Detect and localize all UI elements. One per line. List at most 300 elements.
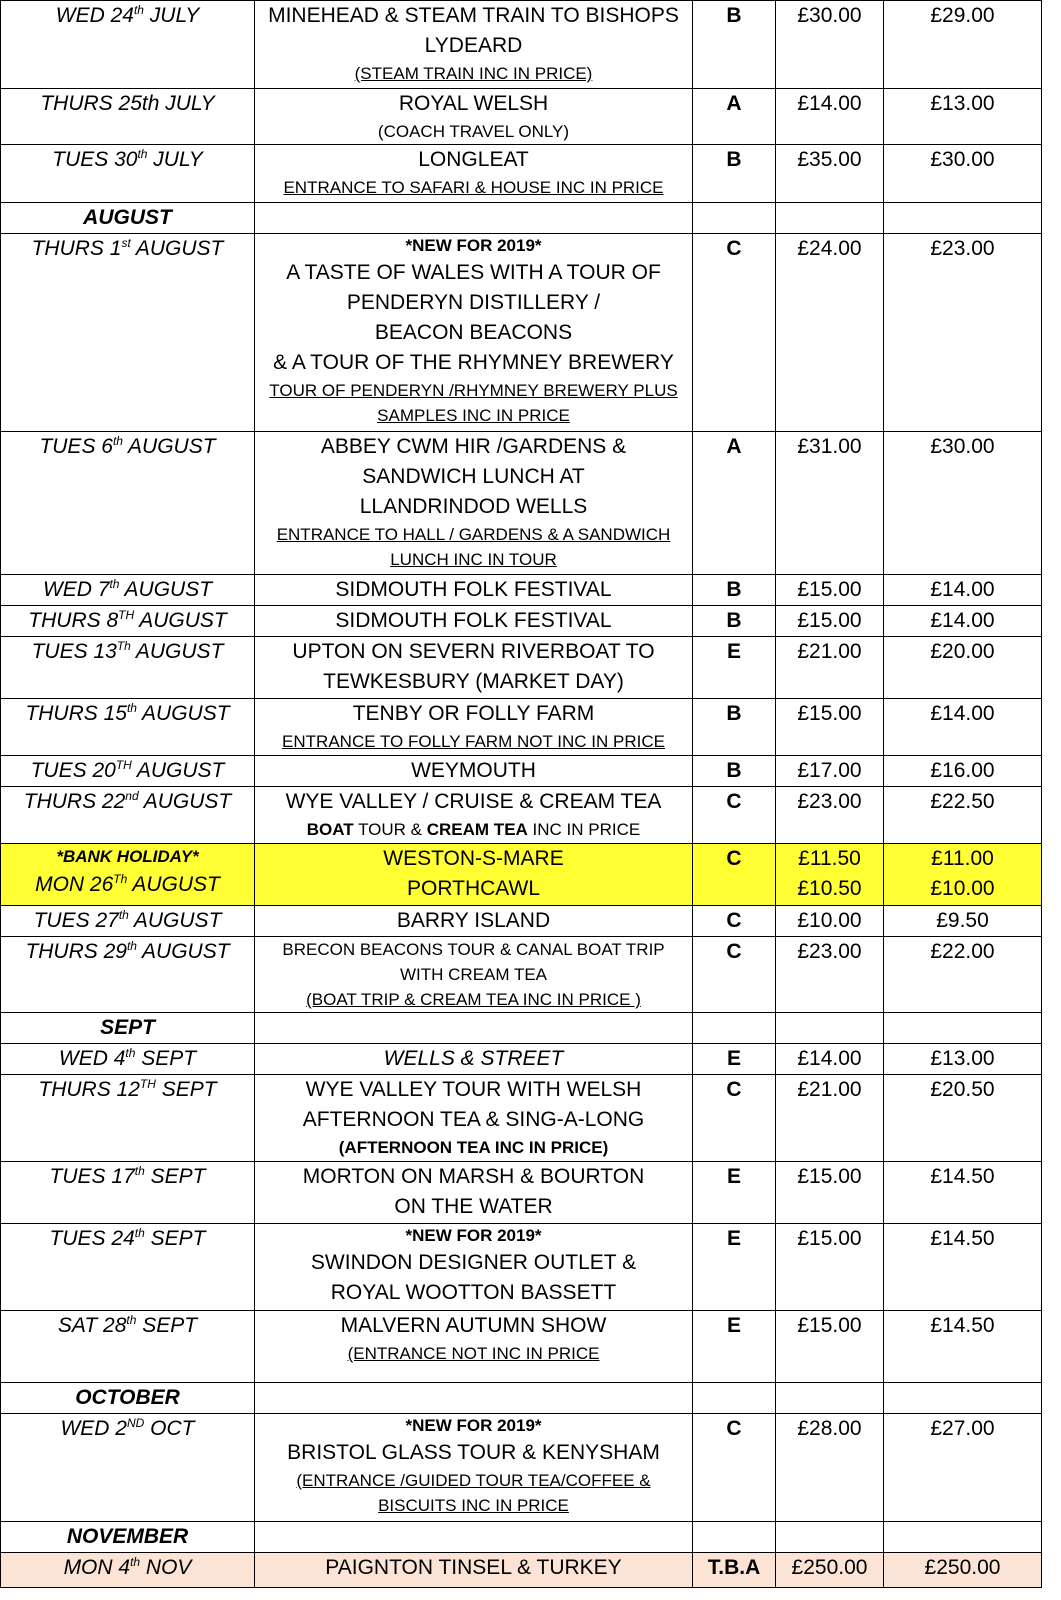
price-other-cell [884, 606, 1042, 637]
trip-date [1, 1553, 254, 1583]
price-other-cell [884, 1075, 1042, 1162]
price-member: £21.00 [797, 1078, 862, 1101]
price-member-cell [776, 89, 884, 145]
grade-letter: A [726, 435, 742, 458]
new-badge: *NEW FOR 2019* [405, 236, 542, 255]
trip-title: MALVERN AUTUMN SHOW [340, 1314, 607, 1337]
trip-title: BRISTOL GLASS TOUR & KENYSHAM [287, 1441, 660, 1464]
trip-title: MINEHEAD & STEAM TRAIN TO BISHOPS [268, 4, 679, 27]
grade-cell [693, 1553, 776, 1588]
price-member: £35.00 [797, 148, 862, 171]
price-member: £14.00 [797, 1047, 862, 1070]
price-member: £23.00 [797, 940, 862, 963]
date-cell [1, 1044, 255, 1075]
price-member-cell [776, 1, 884, 89]
price-other: £13.00 [930, 1047, 995, 1070]
trip-date [1, 906, 254, 936]
new-badge: *NEW FOR 2019* [405, 1416, 542, 1435]
grade-cell [693, 1075, 776, 1162]
date-ordinal: Th [116, 639, 131, 653]
trip-title: WELLS & STREET [383, 1047, 564, 1070]
description-cell [255, 606, 693, 637]
date-cell [1, 89, 255, 145]
price-member: £15.00 [797, 1227, 862, 1250]
trip-row [1, 1, 1042, 89]
date-month: JULY [143, 4, 200, 27]
date-month: JULY [147, 148, 203, 171]
trip-row [1, 699, 1042, 756]
date-day: WED 4 [58, 1047, 126, 1070]
description-cell [255, 699, 693, 756]
description-cell [255, 787, 693, 844]
date-ordinal: th [109, 577, 120, 591]
description-cell [255, 1013, 693, 1044]
trip-date [1, 756, 254, 786]
trip-date [1, 787, 254, 817]
date-day: TUES 17 [49, 1165, 135, 1188]
price-member: £11.50 [798, 847, 861, 870]
price-member: £10.50 [797, 877, 862, 900]
grade-cell [693, 637, 776, 699]
trip-note: LUNCH INC IN TOUR [390, 550, 557, 569]
date-ordinal: TH [118, 608, 135, 622]
trip-title: BARRY ISLAND [396, 909, 551, 932]
trip-title: UPTON ON SEVERN RIVERBOAT TO [292, 640, 655, 663]
date-cell [1, 575, 255, 606]
trip-title: WYE VALLEY / CRUISE & CREAM TEA [285, 790, 662, 813]
date-cell [1, 1311, 255, 1383]
trip-row [1, 1224, 1042, 1311]
description-cell [255, 1553, 693, 1588]
date-day: TUES 24 [49, 1227, 135, 1250]
grade-cell [693, 1013, 776, 1044]
price-member-cell [776, 844, 884, 906]
price-other-cell [884, 906, 1042, 937]
new-badge: *NEW FOR 2019* [405, 1226, 542, 1245]
grade-cell [693, 1, 776, 89]
description-cell [255, 1414, 693, 1522]
trip-date [1, 937, 254, 967]
grade-cell [693, 1224, 776, 1311]
price-member: £15.00 [797, 1165, 862, 1188]
price-member-cell [776, 432, 884, 575]
price-member-cell [776, 575, 884, 606]
grade-letter: E [726, 1047, 741, 1070]
trip-row [1, 432, 1042, 575]
price-other-cell [884, 1553, 1042, 1588]
price-member-cell [776, 1522, 884, 1553]
date-day: WED 2 [60, 1417, 127, 1440]
trip-date [1, 1, 254, 31]
description-cell [255, 1075, 693, 1162]
grade-cell [693, 787, 776, 844]
date-month: AUGUST [119, 578, 213, 601]
price-member: £15.00 [797, 609, 862, 632]
price-other: £20.00 [930, 640, 995, 663]
trip-row [1, 1414, 1042, 1522]
price-member: £14.00 [797, 92, 862, 115]
trip-title: WESTON-S-MARE [383, 847, 564, 870]
price-other-cell [884, 637, 1042, 699]
trip-row [1, 637, 1042, 699]
price-member-cell [776, 1013, 884, 1044]
trip-row [1, 787, 1042, 844]
trip-row [1, 145, 1042, 203]
trip-note: (AFTERNOON TEA INC IN PRICE) [338, 1138, 609, 1157]
trip-row [1, 937, 1042, 1013]
description-cell [255, 575, 693, 606]
date-cell [1, 1414, 255, 1522]
date-day: TUES 27 [33, 909, 119, 932]
grade-letter: B [726, 609, 742, 632]
description-cell [255, 89, 693, 145]
price-other: £16.00 [930, 759, 995, 782]
trip-note: (ENTRANCE NOT INC IN PRICE [347, 1344, 600, 1363]
date-cell [1, 145, 255, 203]
grade-cell [693, 1311, 776, 1383]
price-member-cell [776, 1224, 884, 1311]
grade-cell [693, 1414, 776, 1522]
date-ordinal: th [133, 3, 144, 17]
date-month: AUGUST [122, 435, 216, 458]
price-other: £14.50 [930, 1165, 995, 1188]
date-month: SEPT [136, 1314, 198, 1337]
date-ordinal: th [125, 1046, 136, 1060]
date-cell [1, 234, 255, 432]
grade-cell [693, 575, 776, 606]
month-row [1, 203, 1042, 234]
trip-title: WYE VALLEY TOUR WITH WELSH [305, 1078, 642, 1101]
price-other: £27.00 [930, 1417, 995, 1440]
description-cell [255, 145, 693, 203]
trip-title: ON THE WATER [394, 1195, 553, 1218]
price-other-cell [884, 844, 1042, 906]
price-other: £11.00 [931, 847, 994, 870]
trip-row [1, 575, 1042, 606]
price-other: £10.00 [930, 877, 995, 900]
grade-letter: C [726, 237, 742, 260]
price-member-cell [776, 1383, 884, 1414]
grade-cell [693, 1162, 776, 1224]
trip-row [1, 844, 1042, 906]
trip-title: PENDERYN DISTILLERY / [346, 291, 601, 314]
date-month: AUGUST [138, 790, 232, 813]
date-month: OCT [144, 1417, 195, 1440]
grade-cell [693, 756, 776, 787]
description-cell [255, 1522, 693, 1553]
price-member: £23.00 [797, 790, 862, 813]
price-member-cell [776, 1414, 884, 1522]
price-other-cell [884, 145, 1042, 203]
trip-note: (BOAT TRIP & CREAM TEA INC IN PRICE ) [306, 990, 641, 1009]
date-month: NOV [140, 1556, 192, 1579]
trip-title: PAIGNTON TINSEL & TURKEY [325, 1556, 622, 1579]
date-ordinal: st [121, 236, 131, 250]
trip-title: AFTERNOON TEA & SING-A-LONG [302, 1108, 645, 1131]
date-day: THURS 22 [23, 790, 126, 813]
trip-title: & A TOUR OF THE RHYMNEY BREWERY [273, 351, 674, 374]
trip-title: ROYAL WOOTTON BASSETT [330, 1281, 617, 1304]
trip-date [1, 606, 254, 636]
trip-note: ENTRANCE TO SAFARI & HOUSE INC IN PRICE [283, 178, 664, 197]
price-member-cell [776, 234, 884, 432]
price-member-cell [776, 145, 884, 203]
date-month: AUGUST [134, 609, 227, 632]
grade-cell [693, 234, 776, 432]
description-cell [255, 637, 693, 699]
trip-date [1, 234, 254, 264]
date-cell [1, 1553, 255, 1588]
grade-letter: B [726, 148, 742, 171]
date-month: SEPT [155, 1078, 217, 1101]
price-other: £250.00 [924, 1556, 1001, 1579]
date-ordinal: th [137, 147, 148, 161]
trip-note: SAMPLES INC IN PRICE [377, 406, 570, 425]
trip-row [1, 1044, 1042, 1075]
trip-title: BRECON BEACONS TOUR & CANAL BOAT TRIP [282, 940, 665, 959]
date-ordinal: TH [139, 1077, 156, 1091]
price-member-cell [776, 787, 884, 844]
trip-row [1, 234, 1042, 432]
trip-title: SIDMOUTH FOLK FESTIVAL [335, 578, 612, 601]
date-ordinal: th [126, 939, 137, 953]
month-row [1, 1522, 1042, 1553]
trip-row [1, 1075, 1042, 1162]
price-other-cell [884, 1311, 1042, 1383]
date-cell [1, 1, 255, 89]
date-ordinal: th [126, 1313, 137, 1327]
trip-note: (ENTRANCE /GUIDED TOUR TEA/COFFEE & [296, 1471, 651, 1490]
price-other: £23.00 [930, 237, 995, 260]
bank-holiday-label: *BANK HOLIDAY* [56, 847, 199, 866]
price-other-cell [884, 1013, 1042, 1044]
grade-letter: C [726, 1417, 742, 1440]
trip-row [1, 1553, 1042, 1588]
trip-date [1, 145, 254, 175]
price-other-cell [884, 1162, 1042, 1224]
grade-cell [693, 606, 776, 637]
price-member: £250.00 [791, 1556, 868, 1579]
date-ordinal: nd [125, 789, 139, 803]
date-day: WED 7 [42, 578, 110, 601]
grade-letter: T.B.A [707, 1556, 761, 1579]
note-part: TOUR & [353, 820, 427, 839]
trip-title: ROYAL WELSH [398, 92, 549, 115]
description-cell [255, 1, 693, 89]
trip-date [1, 1075, 254, 1105]
description-cell [255, 1044, 693, 1075]
grade-cell [693, 699, 776, 756]
price-member-cell [776, 906, 884, 937]
month-heading: AUGUST [83, 206, 172, 229]
date-month: SEPT [135, 1047, 197, 1070]
date-day: SAT 28 [57, 1314, 127, 1337]
description-cell [255, 1224, 693, 1311]
date-cell [1, 1075, 255, 1162]
grade-letter: E [726, 1165, 741, 1188]
price-member-cell [776, 606, 884, 637]
month-heading: OCTOBER [75, 1386, 180, 1409]
date-month: AUGUST [127, 873, 220, 896]
date-day: MON 26 [35, 873, 114, 896]
price-other: £22.50 [930, 790, 995, 813]
date-month: AUGUST [136, 940, 230, 963]
trip-date [1, 1414, 254, 1444]
price-member: £15.00 [797, 578, 862, 601]
price-other: £30.00 [930, 148, 995, 171]
date-ordinal: th [134, 1226, 145, 1240]
price-other-cell [884, 1, 1042, 89]
month-row [1, 1013, 1042, 1044]
date-cell [1, 1383, 255, 1414]
price-other-cell [884, 787, 1042, 844]
description-cell [255, 432, 693, 575]
price-other: £14.00 [930, 702, 995, 725]
date-month: SEPT [144, 1165, 206, 1188]
grade-cell [693, 89, 776, 145]
price-member-cell [776, 637, 884, 699]
price-other-cell [884, 203, 1042, 234]
trip-title: SANDWICH LUNCH AT [362, 465, 585, 488]
trip-title: PORTHCAWL [406, 877, 540, 900]
price-member: £17.00 [797, 759, 862, 782]
date-day: TUES 20 [30, 759, 116, 782]
price-other-cell [884, 937, 1042, 1013]
trip-note: TOUR OF PENDERYN /RHYMNEY BREWERY PLUS [269, 381, 678, 400]
date-day: THURS 1 [31, 237, 122, 260]
price-member: £15.00 [797, 1314, 862, 1337]
grade-cell [693, 1522, 776, 1553]
date-cell [1, 606, 255, 637]
grade-letter: B [726, 578, 742, 601]
price-other-cell [884, 756, 1042, 787]
date-day: TUES 30 [52, 148, 138, 171]
trip-title: TENBY OR FOLLY FARM [352, 702, 595, 725]
price-other-cell [884, 1414, 1042, 1522]
trip-date [1, 1311, 254, 1341]
date-month: AUGUST [131, 759, 225, 782]
date-cell [1, 699, 255, 756]
price-member-cell [776, 1075, 884, 1162]
price-other: £30.00 [930, 435, 995, 458]
trip-title: LONGLEAT [418, 148, 529, 171]
date-ordinal: th [112, 434, 123, 448]
trip-title: A TASTE OF WALES WITH A TOUR OF [286, 261, 661, 284]
grade-letter: E [726, 1314, 741, 1337]
grade-cell [693, 432, 776, 575]
description-cell [255, 844, 693, 906]
price-other: £14.00 [930, 578, 995, 601]
price-member: £31.00 [797, 435, 862, 458]
price-member-cell [776, 1311, 884, 1383]
trip-row [1, 1311, 1042, 1383]
trip-date [1, 432, 254, 462]
price-other: £13.00 [930, 92, 995, 115]
price-other-cell [884, 432, 1042, 575]
date-cell [1, 756, 255, 787]
price-member: £21.00 [797, 640, 862, 663]
date-day: THURS 25th JULY [40, 92, 215, 115]
grade-cell [693, 145, 776, 203]
price-member-cell [776, 203, 884, 234]
price-other: £9.50 [936, 909, 989, 932]
date-day: THURS 8 [28, 609, 119, 632]
date-month: AUGUST [128, 909, 222, 932]
description-cell [255, 906, 693, 937]
date-ordinal: TH [115, 758, 132, 772]
trip-note: (COACH TRAVEL ONLY) [377, 122, 570, 141]
description-cell [255, 1383, 693, 1414]
date-ordinal: th [130, 1555, 141, 1569]
price-other-cell [884, 1383, 1042, 1414]
grade-cell [693, 1383, 776, 1414]
description-cell [255, 203, 693, 234]
trip-title: MORTON ON MARSH & BOURTON [302, 1165, 645, 1188]
trip-title: SIDMOUTH FOLK FESTIVAL [335, 609, 612, 632]
month-row [1, 1383, 1042, 1414]
date-day: TUES 6 [39, 435, 113, 458]
price-member-cell [776, 937, 884, 1013]
trip-title: SWINDON DESIGNER OUTLET & [310, 1251, 637, 1274]
trip-date [1, 1162, 254, 1192]
date-day: THURS 15 [25, 702, 127, 725]
price-member-cell [776, 1162, 884, 1224]
grade-letter: B [726, 759, 742, 782]
date-ordinal: th [118, 908, 129, 922]
date-day: THURS 12 [38, 1078, 140, 1101]
trip-date [1, 637, 254, 667]
trip-date [1, 575, 254, 605]
trip-row [1, 756, 1042, 787]
date-cell [1, 1522, 255, 1553]
trip-note: ENTRANCE TO FOLLY FARM NOT INC IN PRICE [282, 732, 665, 751]
price-other: £29.00 [930, 4, 995, 27]
trip-date [1, 699, 254, 729]
date-cell [1, 937, 255, 1013]
grade-letter: E [726, 640, 741, 663]
grade-letter: B [726, 4, 742, 27]
trip-title: LYDEARD [424, 34, 523, 57]
date-ordinal: th [126, 701, 137, 715]
date-day: TUES 13 [31, 640, 117, 663]
date-day: WED 24 [55, 4, 134, 27]
trip-row [1, 1162, 1042, 1224]
price-other-cell [884, 89, 1042, 145]
grade-letter: B [726, 702, 742, 725]
date-ordinal: Th [113, 872, 128, 886]
price-other-cell [884, 1224, 1042, 1311]
trip-title: TEWKESBURY (MARKET DAY) [323, 670, 624, 693]
month-heading: NOVEMBER [66, 1525, 189, 1548]
trip-date [1, 870, 254, 900]
note-part: BOAT [306, 820, 354, 839]
trip-row [1, 606, 1042, 637]
price-member-cell [776, 1553, 884, 1588]
trip-title: WITH CREAM TEA [399, 965, 548, 984]
description-cell [255, 937, 693, 1013]
date-cell [1, 1013, 255, 1044]
trip-title: LLANDRINDOD WELLS [359, 495, 588, 518]
grade-cell [693, 906, 776, 937]
price-member: £15.00 [797, 702, 862, 725]
trip-date [1, 1224, 254, 1254]
price-other: £14.50 [930, 1314, 995, 1337]
price-other-cell [884, 234, 1042, 432]
grade-letter: E [726, 1227, 741, 1250]
trip-note: BISCUITS INC IN PRICE [378, 1496, 569, 1515]
price-other-cell [884, 575, 1042, 606]
month-heading: SEPT [100, 1016, 155, 1039]
